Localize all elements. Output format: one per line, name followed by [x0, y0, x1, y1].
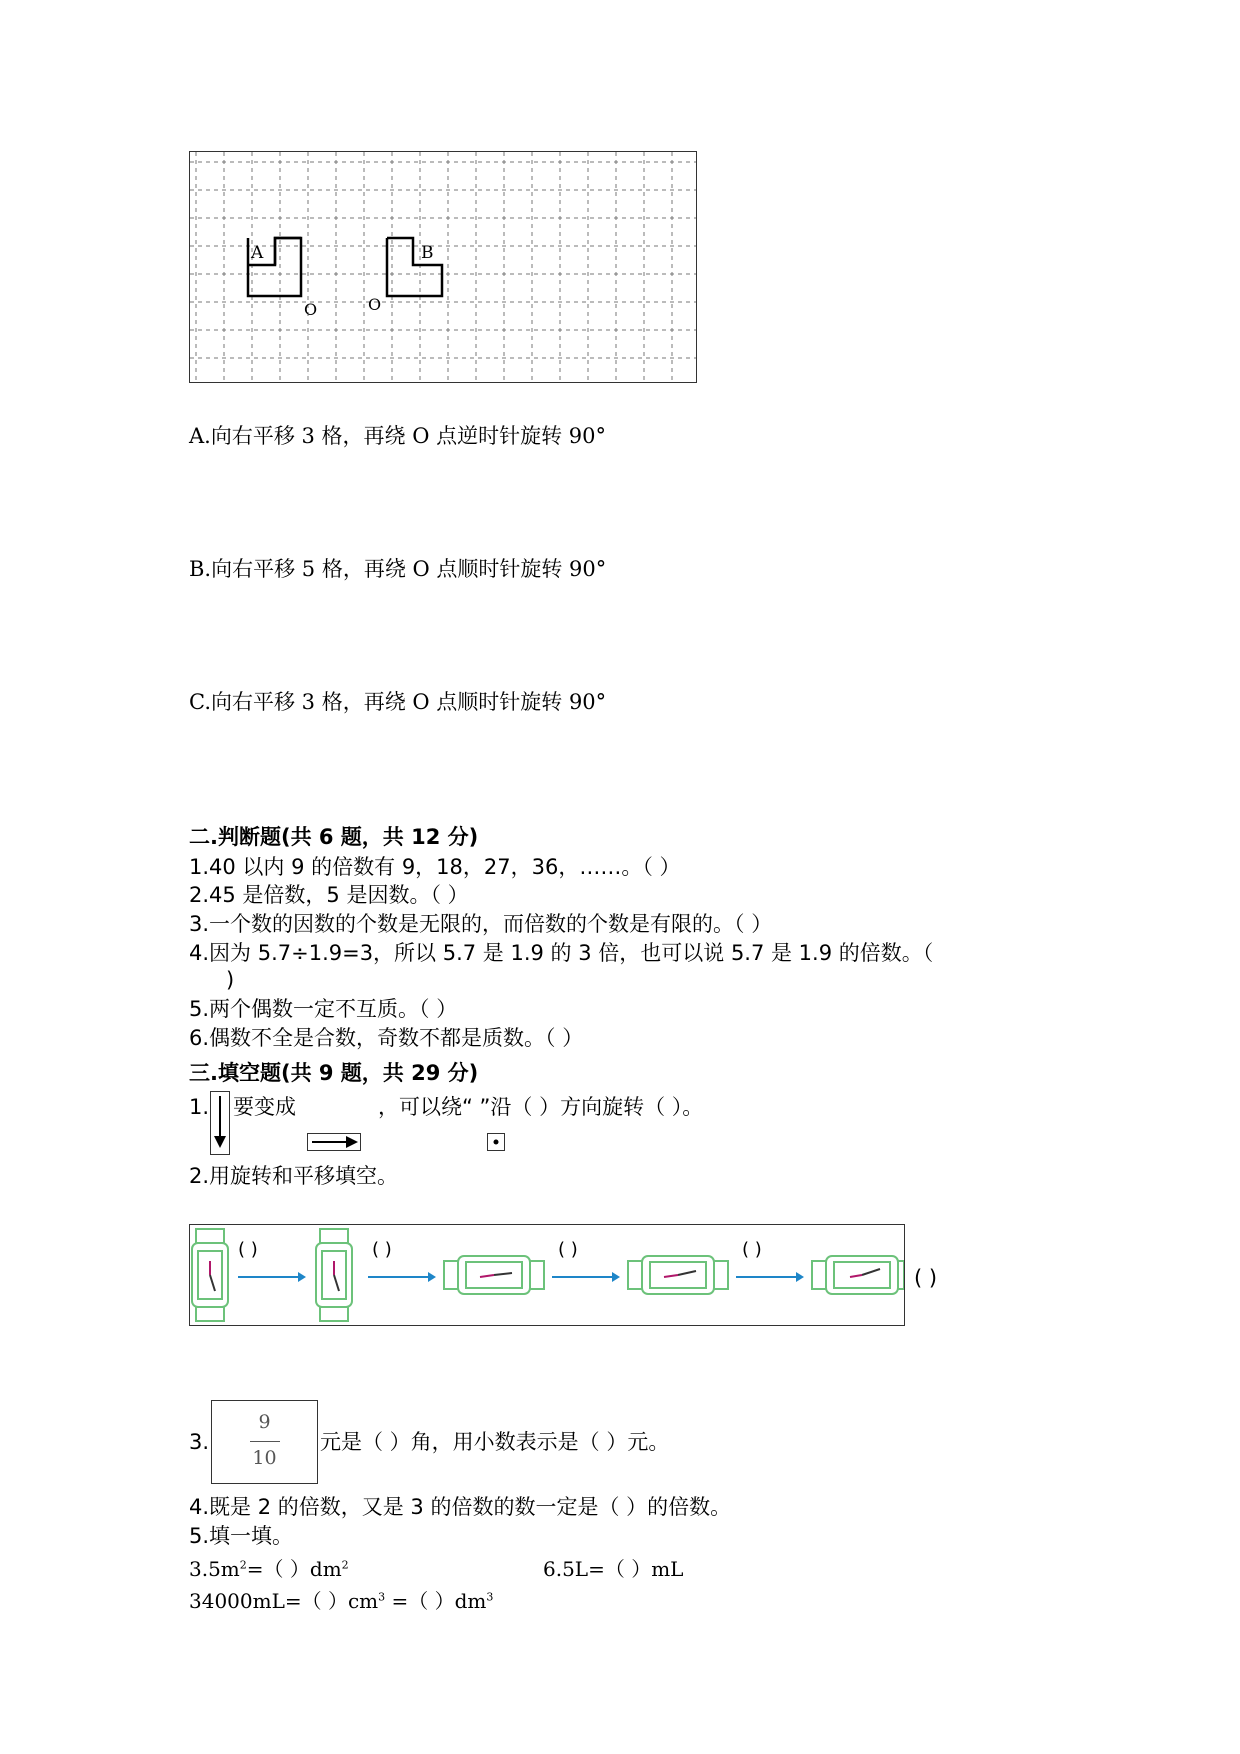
q5-row1-a: 3.5m: [189, 1557, 240, 1581]
fraction-box: [211, 1400, 318, 1484]
fill-q3-text: 元是（ ）角，用小数表示是（ ）元。: [320, 1430, 670, 1454]
paren-1: ( ): [238, 1239, 258, 1260]
fill-q1-text1: 要变成: [233, 1095, 296, 1119]
q5-row1-left: [189, 1553, 349, 1582]
fill-q2: 2.用旋转和平移填空。: [189, 1164, 399, 1188]
q5-row1-right: 6.5L=（ ）mL: [543, 1557, 684, 1581]
arrow-down-icon: [211, 1092, 229, 1154]
fill-q3-num: 3.: [189, 1430, 210, 1454]
watch-sequence-svg: [190, 1225, 904, 1325]
sup-2b: 2: [341, 1558, 349, 1572]
option-a: A.向右平移 3 格，再绕 O 点逆时针旋转 90°: [189, 424, 607, 448]
sup-2: 2: [239, 1558, 247, 1572]
section3-title: 三.填空题(共 9 题，共 29 分): [189, 1061, 479, 1085]
fill-q4: 4.既是 2 的倍数，又是 3 的倍数的数一定是（ ）的倍数。: [189, 1495, 732, 1519]
label-a: A: [251, 243, 264, 263]
judge-item-1: 1.40 以内 9 的倍数有 9，18，27，36，……。（ ）: [189, 855, 681, 879]
sup-3: 3: [378, 1590, 386, 1604]
paren-2: ( ): [372, 1239, 392, 1260]
label-o-left: O: [304, 300, 318, 319]
dot-icon: [488, 1134, 504, 1150]
watch-final-blank: ( ): [914, 1266, 938, 1290]
judge-item-5: 5.两个偶数一定不互质。（ ）: [189, 997, 458, 1021]
judge-item-2: 2.45 是倍数，5 是因数。（ ）: [189, 883, 469, 907]
center-point-figure: [487, 1133, 505, 1151]
judge-item-4: 4.因为 5.7÷1.9=3，所以 5.7 是 1.9 的 3 倍，也可以说 5.7 是 1.9 的倍数。（: [189, 941, 934, 965]
judge-item-3: 3.一个数的因数的个数是无限的，而倍数的个数是有限的。（ ）: [189, 912, 773, 936]
fill-q5: 5.填一填。: [189, 1524, 294, 1548]
grid-figure-svg: [190, 152, 696, 382]
arrow-right-figure: [307, 1133, 361, 1151]
q5-row2: [189, 1585, 493, 1614]
judge-item-4-cont: ): [226, 968, 235, 992]
fill-q1-num: 1.: [189, 1095, 210, 1119]
fraction-numerator: 9: [258, 1411, 271, 1433]
label-b: B: [421, 243, 434, 263]
paren-4: ( ): [742, 1239, 762, 1260]
sup-3b: 3: [486, 1590, 494, 1604]
shape-b: [387, 238, 442, 296]
section2-title: 二.判断题(共 6 题，共 12 分): [189, 825, 479, 849]
paren-3: ( ): [558, 1239, 578, 1260]
q5-row2-b: =（ ）dm: [385, 1589, 487, 1613]
option-b: B.向右平移 5 格，再绕 O 点顺时针旋转 90°: [189, 557, 607, 581]
label-o-right: O: [368, 295, 382, 314]
arrow-right-icon: [308, 1134, 360, 1150]
option-c: C.向右平移 3 格，再绕 O 点顺时针旋转 90°: [189, 690, 607, 714]
q5-row1-a2: =（ ）dm: [246, 1557, 342, 1581]
fraction-denominator: 10: [252, 1447, 277, 1469]
watch-transform-figure: [189, 1224, 905, 1326]
q5-row2-a: 34000mL=（ ）cm: [189, 1589, 379, 1613]
arrow-down-figure: [210, 1091, 230, 1155]
translation-rotation-figure: [189, 151, 697, 383]
fill-q1-text2: ，可以绕“ ”沿（ ）方向旋转（ ）。: [378, 1095, 704, 1119]
fraction-bar: [250, 1441, 280, 1442]
judge-item-6: 6.偶数不全是合数，奇数不都是质数。（ ）: [189, 1026, 584, 1050]
